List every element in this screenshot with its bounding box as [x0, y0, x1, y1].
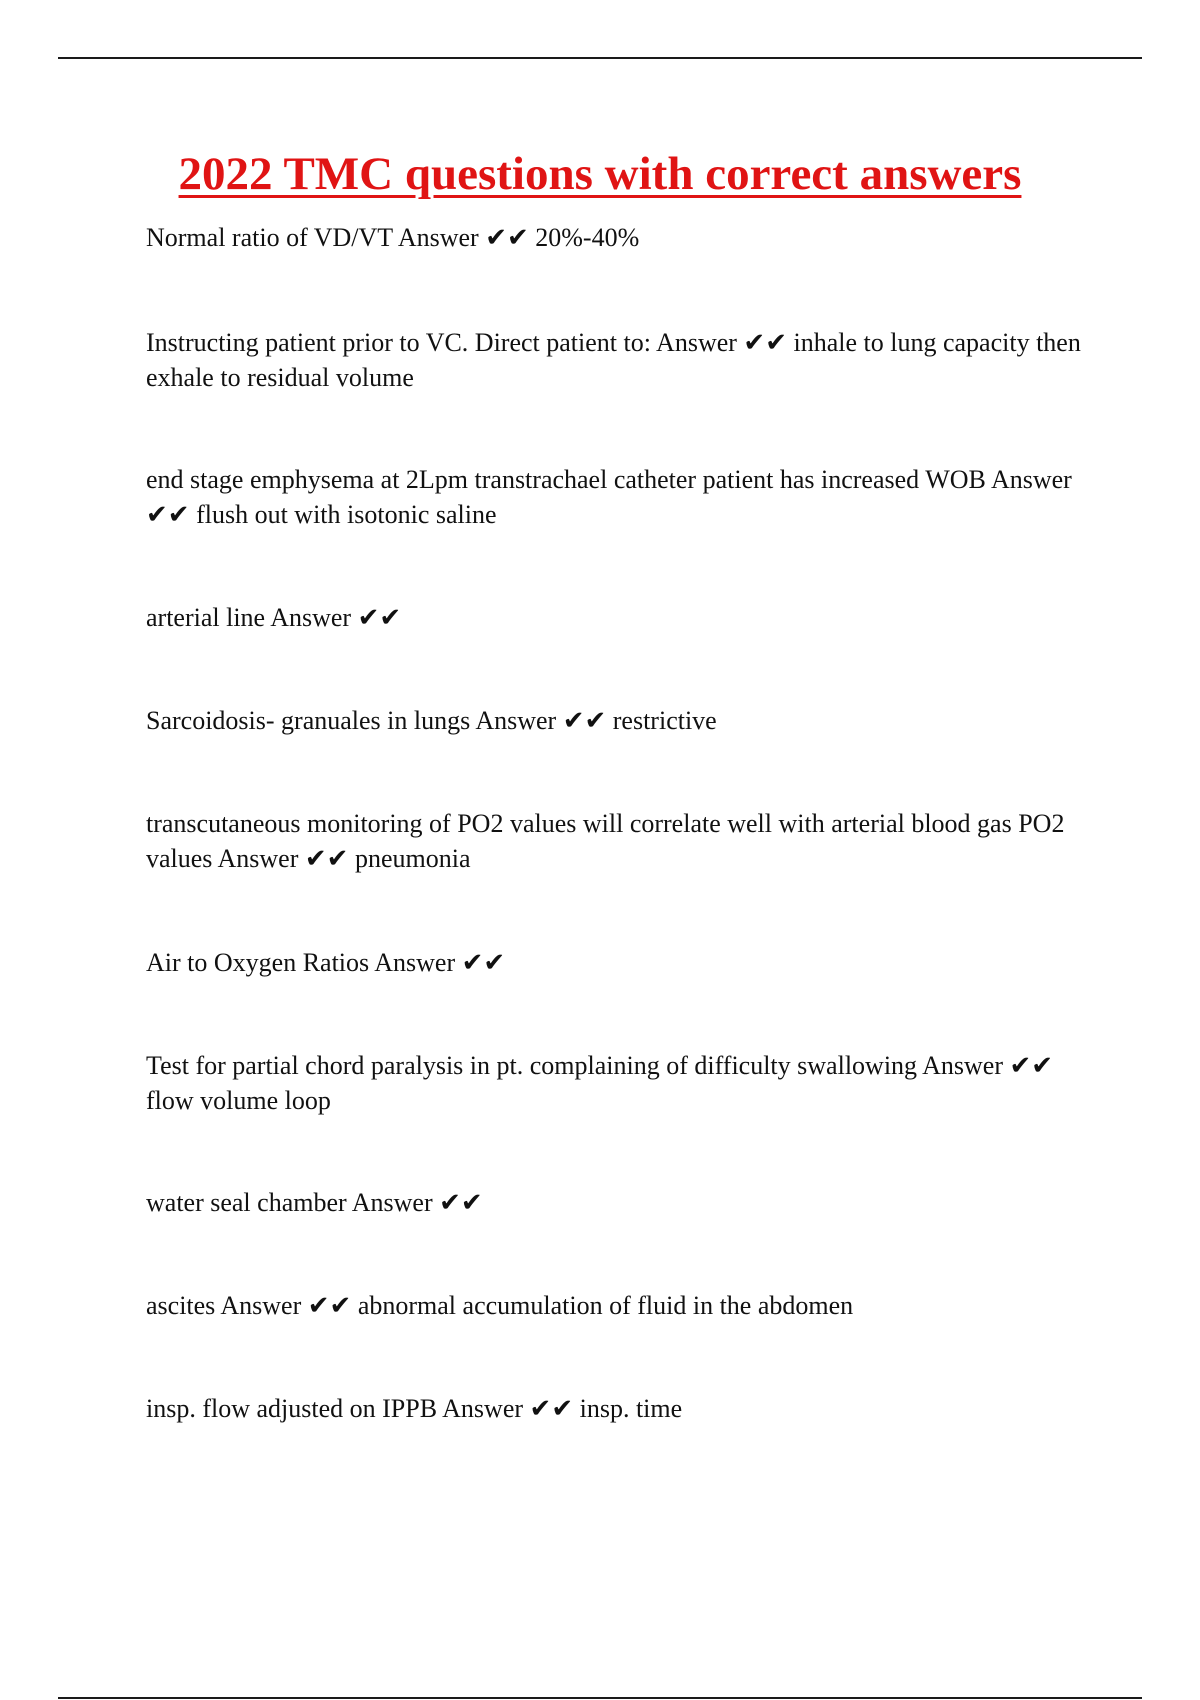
qa-item [146, 325, 1096, 395]
answer-text: flush out with isotonic saline [196, 500, 497, 529]
answer-label: Answer [475, 706, 557, 735]
answer-label: Answer [397, 223, 479, 252]
question-text: Sarcoidosis- granuales in lungs [146, 706, 471, 735]
answer-text: inhale to lung capacity then exhale to residual volume [146, 328, 1081, 392]
checkmark-icon: ✔✔ [304, 844, 349, 873]
answer-label: Answer [270, 603, 352, 632]
checkmark-icon: ✔✔ [1009, 1051, 1054, 1080]
question-text: transcutaneous monitoring of PO2 values will correlate well with arterial blood gas PO2 values [146, 809, 1065, 873]
answer-label: Answer [351, 1188, 433, 1217]
qa-item [146, 1185, 1096, 1220]
checkmark-icon: ✔✔ [439, 1188, 483, 1217]
checkmark-icon: ✔✔ [529, 1394, 574, 1423]
answer-text: pneumonia [354, 844, 471, 873]
question-text: ascites [146, 1291, 216, 1320]
document-title: 2022 TMC questions with correct answers [178, 148, 1022, 200]
answer-label: Answer [442, 1394, 524, 1423]
qa-item [146, 1391, 1096, 1426]
answer-text: flow volume loop [146, 1086, 331, 1115]
checkmark-icon: ✔✔ [562, 706, 607, 735]
answer-label: Answer [220, 1291, 302, 1320]
qa-item [146, 220, 1096, 255]
answer-label: Answer [922, 1051, 1003, 1080]
question-text: water seal chamber [146, 1188, 347, 1217]
qa-item [146, 462, 1096, 532]
question-text: Instructing patient prior to VC. Direct patient to: [146, 328, 651, 357]
answer-label: Answer [374, 948, 456, 977]
qa-item [146, 806, 1096, 876]
qa-item [146, 945, 1096, 980]
checkmark-icon: ✔✔ [485, 223, 529, 252]
qa-item [146, 600, 1096, 635]
header-rule [58, 57, 1142, 59]
question-text: end stage emphysema at 2Lpm transtrachael catheter patient has increased WOB [146, 465, 986, 494]
footer-rule [58, 1697, 1142, 1699]
checkmark-icon: ✔✔ [307, 1291, 352, 1320]
answer-label: Answer [656, 328, 737, 357]
answer-label: Answer [217, 844, 299, 873]
answer-label: Answer [990, 465, 1072, 494]
answer-text: insp. time [579, 1394, 683, 1423]
question-text: arterial line [146, 603, 266, 632]
question-text: insp. flow adjusted on IPPB [146, 1394, 438, 1423]
checkmark-icon: ✔✔ [146, 500, 190, 529]
checkmark-icon: ✔✔ [743, 328, 787, 357]
answer-text: 20%-40% [535, 223, 640, 252]
qa-item [146, 703, 1096, 738]
question-text: Air to Oxygen Ratios [146, 948, 370, 977]
question-text: Test for partial chord paralysis in pt. complaining of difficulty swallowing [146, 1051, 918, 1080]
answer-text: abnormal accumulation of fluid in the abdomen [357, 1291, 854, 1320]
answer-text: restrictive [612, 706, 717, 735]
qa-item [146, 1048, 1096, 1118]
checkmark-icon: ✔✔ [357, 603, 402, 632]
checkmark-icon: ✔✔ [461, 948, 506, 977]
question-text: Normal ratio of VD/VT [146, 223, 393, 252]
qa-item [146, 1288, 1096, 1323]
